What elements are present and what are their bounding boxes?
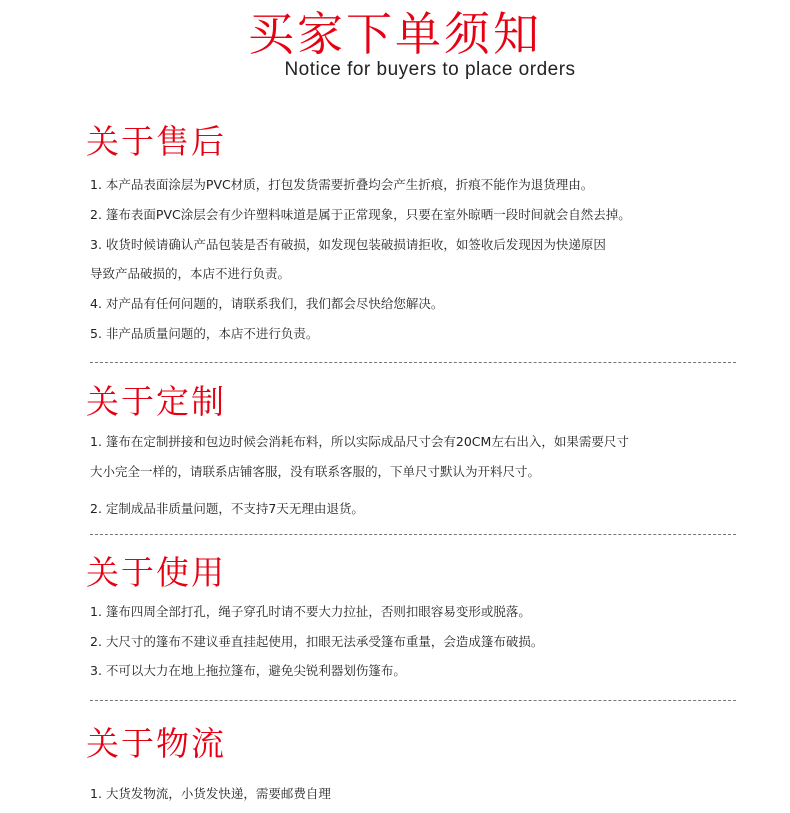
section-line: 3. 收货时候请确认产品包装是否有破损，如发现包装破损请拒收，如签收后发现因为快递原因 — [90, 237, 606, 252]
section-divider — [90, 362, 736, 363]
section-line: 大小完全一样的，请联系店铺客服，没有联系客服的，下单尺寸默认为开料尺寸。 — [90, 464, 541, 479]
page-subtitle: Notice for buyers to place orders — [284, 59, 576, 80]
section-heading-customization: 关于定制 — [86, 382, 226, 421]
section-line: 3. 不可以大力在地上拖拉篷布，避免尖锐利器划伤篷布。 — [90, 663, 406, 678]
section-line: 2. 大尺寸的篷布不建议垂直挂起使用，扣眼无法承受篷布重量，会造成篷布破损。 — [90, 634, 544, 649]
section-line: 2. 定制成品非质量问题，不支持7天无理由退货。 — [90, 501, 364, 516]
section-heading-logistics: 关于物流 — [86, 724, 226, 763]
section-line: 5. 非产品质量问题的，本店不进行负责。 — [90, 326, 319, 341]
section-divider — [90, 700, 736, 701]
section-line: 2. 篷布表面PVC涂层会有少许塑料味道是属于正常现象，只要在室外晾晒一段时间就会自然去掉。 — [90, 207, 631, 222]
section-line: 1. 本产品表面涂层为PVC材质，打包发货需要折叠均会产生折痕，折痕不能作为退货理由。 — [90, 177, 594, 192]
section-heading-after-sales: 关于售后 — [86, 122, 226, 161]
section-line: 1. 篷布四周全部打孔，绳子穿孔时请不要大力拉扯，否则扣眼容易变形或脱落。 — [90, 604, 531, 619]
section-line: 导致产品破损的，本店不进行负责。 — [90, 266, 291, 281]
section-divider — [90, 534, 736, 535]
section-line: 1. 篷布在定制拼接和包边时候会消耗布料，所以实际成品尺寸会有20CM左右出入，如果需要尺寸 — [90, 434, 629, 449]
page-title: 买家下单须知 — [248, 7, 542, 61]
section-heading-usage: 关于使用 — [86, 553, 226, 592]
section-line: 4. 对产品有任何问题的，请联系我们，我们都会尽快给您解决。 — [90, 296, 444, 311]
section-line: 1. 大货发物流，小货发快递，需要邮费自理 — [90, 786, 331, 801]
